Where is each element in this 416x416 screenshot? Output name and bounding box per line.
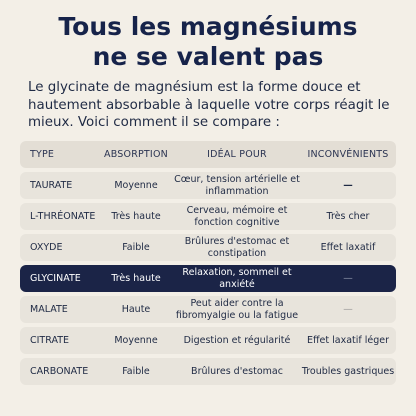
page-title	[0, 12, 416, 72]
cell-cons: Très cher	[326, 210, 370, 222]
cell-ideal: Brûlures d'estomac et constipation	[184, 236, 290, 259]
cell-type: MALATE	[30, 303, 68, 315]
cell-ideal: Digestion et régularité	[183, 334, 291, 346]
cell-cons: Troubles gastriques	[301, 365, 395, 377]
cell-type: L-THRÉONATE	[30, 210, 96, 222]
comparison-table	[20, 141, 396, 389]
table-header-row	[20, 141, 396, 168]
table-row-malate	[20, 296, 396, 323]
cell-ideal: Cerveau, mémoire et fonction cognitive	[186, 205, 288, 228]
cell-ideal: Relaxation, sommeil et anxiété	[182, 267, 292, 290]
cell-absorption: Haute	[121, 303, 151, 315]
header-cons: INCONVÉNIENTS	[307, 148, 389, 160]
table-row-carbonate	[20, 358, 396, 385]
table-row-glycinate-highlighted	[20, 265, 396, 292]
header-type: TYPE	[30, 148, 55, 160]
table-row-citrate	[20, 327, 396, 354]
cell-absorption: Moyenne	[114, 334, 158, 346]
cell-type: TAURATE	[30, 179, 73, 191]
cell-absorption: Très haute	[111, 272, 161, 284]
cell-ideal: Cœur, tension artérielle et inflammation	[174, 174, 300, 197]
cell-ideal: Peut aider contre la fibromyalgie ou la fatigue	[175, 298, 299, 321]
intro-paragraph: Le glycinate de magnésium est la forme douce et hautement absorbable à laquelle votre corps réagit le mieux. Voici comment il se compare :	[28, 80, 390, 130]
title-line-1: Tous les magnésiums	[58, 12, 358, 41]
cell-cons: —	[343, 303, 353, 315]
table-row-oxyde	[20, 234, 396, 261]
cell-type: CARBONATE	[30, 365, 89, 377]
table-row-l-threonate	[20, 203, 396, 230]
cell-absorption: Moyenne	[114, 179, 158, 191]
cell-cons: Effet laxatif	[320, 241, 376, 253]
cell-cons: —	[343, 272, 353, 284]
header-ideal: IDÉAL POUR	[207, 148, 267, 160]
header-absorption: ABSORPTION	[104, 148, 168, 160]
cell-absorption: Faible	[122, 241, 150, 253]
cell-absorption: Faible	[122, 365, 150, 377]
cell-absorption: Très haute	[111, 210, 161, 222]
cell-type: CITRATE	[30, 334, 70, 346]
cell-type: OXYDE	[30, 241, 63, 253]
cell-type: GLYCINATE	[30, 272, 81, 284]
table-row-taurate	[20, 172, 396, 199]
cell-ideal: Brûlures d'estomac	[191, 365, 283, 377]
cell-cons: —	[343, 179, 353, 191]
cell-cons: Effet laxatif léger	[306, 334, 390, 346]
title-line-2: ne se valent pas	[92, 42, 324, 71]
